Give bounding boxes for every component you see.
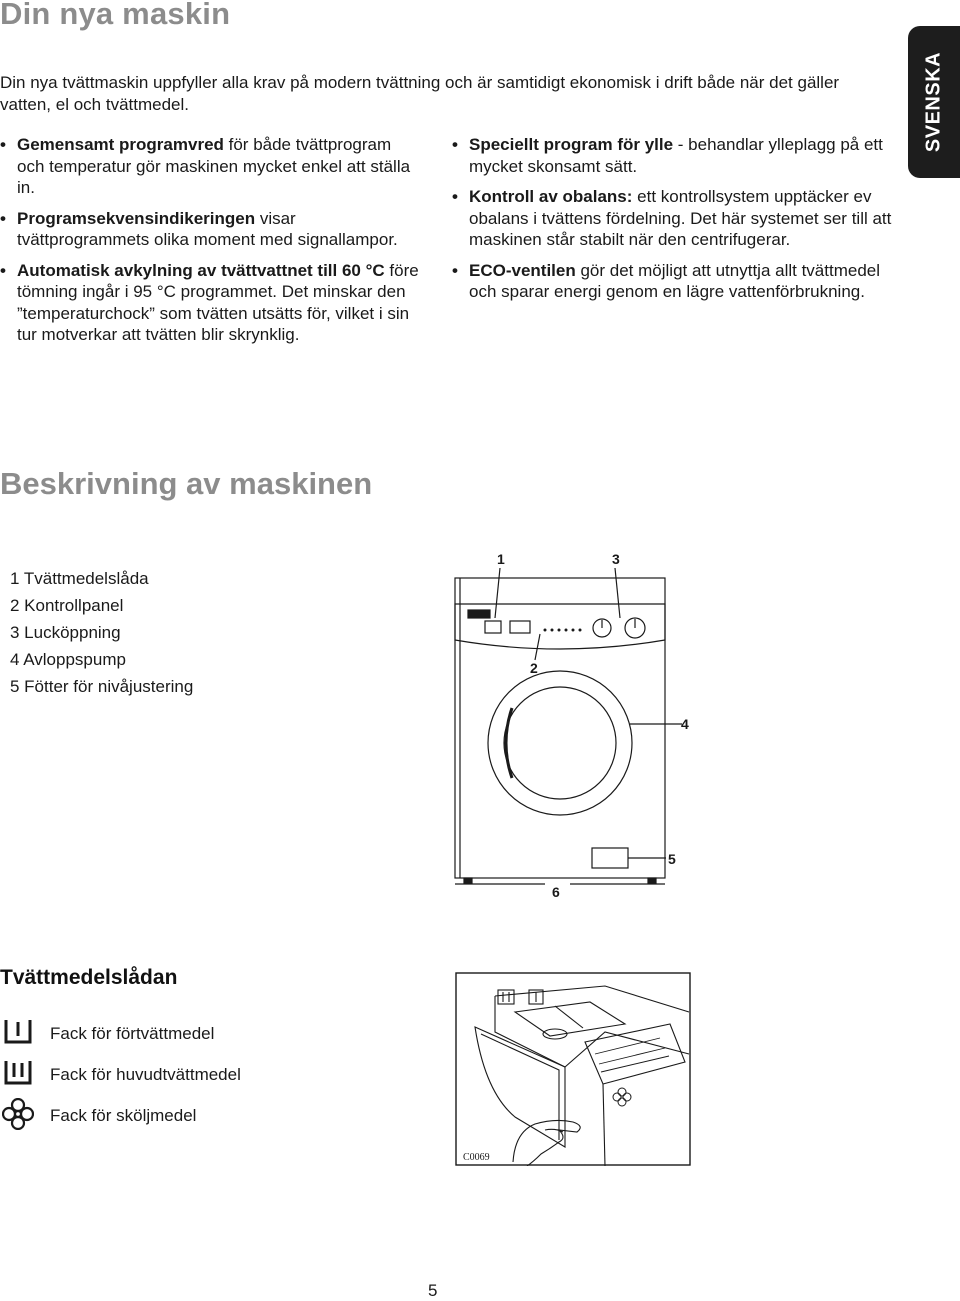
- page-number: 5: [428, 1281, 438, 1300]
- parts-list: [10, 565, 193, 700]
- feature-item: [452, 260, 892, 303]
- prewash-icon: [2, 1016, 34, 1048]
- compartment-label: Fack för förtvättmedel: [50, 1024, 215, 1043]
- part-item: 1 Tvättmedelslåda: [10, 569, 149, 588]
- callout-label: 2: [530, 660, 538, 676]
- features-left: [0, 134, 420, 355]
- feature-bold: Speciellt program för ylle: [469, 135, 674, 154]
- foot: [648, 878, 656, 883]
- section-title-description: Beskrivning av maskinen: [0, 466, 373, 501]
- foot: [464, 878, 472, 883]
- feature-text: - behandlar ylleplagg på ett mycket skonsamt sätt.: [469, 135, 883, 176]
- feature-text: visar tvättprogrammets olika moment med signallampor.: [17, 208, 398, 249]
- feature-item: [0, 134, 420, 199]
- callout-label: 6: [552, 884, 560, 900]
- cabinet-outline: [455, 578, 665, 878]
- language-tab: [908, 26, 960, 178]
- door-outer: [488, 671, 632, 815]
- callout-label: 1: [497, 551, 505, 567]
- callout-label: 3: [612, 551, 620, 567]
- softener-flower-icon: [2, 1098, 34, 1130]
- features-right: [452, 134, 892, 312]
- washing-machine-diagram: [430, 548, 710, 908]
- drain-pump-cover: [592, 848, 628, 868]
- part-item: 5 Fötter för nivåjustering: [10, 677, 194, 696]
- compartment-label: Fack för huvudtvättmedel: [50, 1065, 241, 1084]
- brand-logo: [468, 610, 490, 618]
- part-item: 3 Lucköppning: [10, 623, 121, 642]
- intro-paragraph: Din nya tvättmaskin uppfyller alla krav på modern tvättning och är samtidigt ekonomisk i drift både när det gäller vatten, el och tvättmedel.: [0, 73, 840, 114]
- feature-item: [0, 208, 420, 251]
- feature-text: för både tvättprogram och temperatur gör maskinen mycket enkel att ställa in.: [17, 135, 411, 197]
- language-tab-label: SVENSKA: [922, 51, 945, 153]
- feature-bold: Kontroll av obalans:: [469, 187, 633, 206]
- part-item: 4 Avloppspump: [10, 650, 126, 669]
- feature-item: [452, 186, 892, 251]
- dispenser-drawer: [485, 621, 501, 633]
- door-handle: [506, 708, 512, 778]
- feature-bold: ECO-ventilen: [469, 260, 576, 280]
- feature-bold: Gemensamt programvred: [17, 135, 224, 154]
- door-inner: [504, 687, 616, 799]
- illustration-code: C0069: [463, 1152, 490, 1163]
- detergent-drawer-illustration: [455, 972, 691, 1166]
- feature-text: ett kontrollsystem upptäcker ev obalans i tvättens fördelning. Det här systemet ser till att maskinen står stabilt när den centrifugerar.: [469, 187, 892, 249]
- feature-bold: Automatisk avkylning av tvättvattnet till 60 °C: [17, 260, 385, 280]
- mainwash-icon: [2, 1057, 34, 1089]
- page-title: Din nya maskin: [0, 0, 231, 31]
- feature-item: [452, 134, 892, 177]
- feature-text: före tömning ingår i 95 °C programmet. Det minskar den ”temperaturchock” som tvätten utsätts för, vilket i sin tur motverkar att tvätten blir skrynklig.: [17, 260, 419, 344]
- callout-label: 4: [681, 716, 689, 732]
- feature-bold: Programsekvensindikeringen: [17, 208, 256, 228]
- part-item: 2 Kontrollpanel: [10, 596, 124, 615]
- feature-text: gör det möjligt att utnyttja allt tvättmedel och sparar energi genom en lägre vattenförbrukning.: [469, 260, 881, 301]
- feature-item: [0, 260, 420, 346]
- section-title-drawer: Tvättmedelslådan: [0, 966, 178, 989]
- callout-label: 5: [668, 851, 676, 867]
- compartment-label: Fack för sköljmedel: [50, 1106, 197, 1125]
